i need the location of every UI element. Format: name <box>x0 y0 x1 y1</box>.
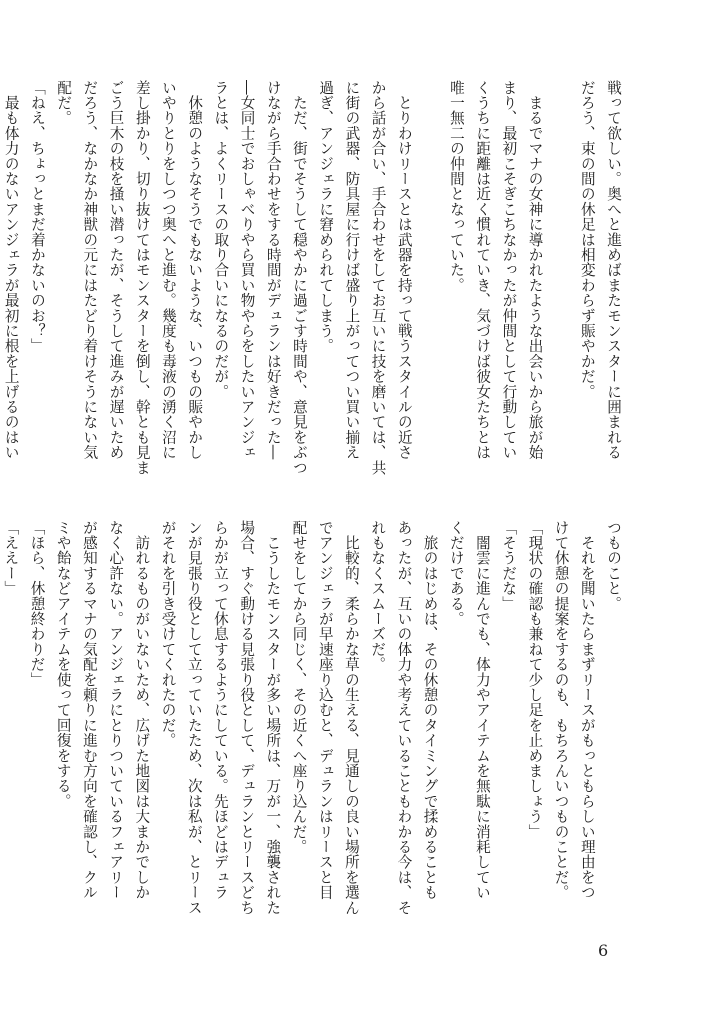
text-line: 「ねえ、ちょっとまだ着かないのお？」 <box>28 80 46 354</box>
text-line: 過ぎ、アンジェラに窘められてしまう。 <box>317 80 335 354</box>
text-block-top <box>2 80 626 480</box>
text-line: こうしたモンスターが多い場所は、万が一、強襲された <box>264 520 282 916</box>
text-line: 配せをしてから同じく、その近くへ座り込んだ。 <box>290 520 308 855</box>
text-line: なく心許ない。アンジェラにとりついているフェアリー <box>107 520 125 900</box>
text-line: 唯一無二の仲間となっていた。 <box>447 80 465 293</box>
text-line: けながら手合わせをする時間がデュランは好きだった― <box>264 80 282 460</box>
text-line: ラとは、よくリースの取り合いになるのだが。 <box>212 80 230 400</box>
text-line: 場合、すぐ動ける見張り役として、デュランとリースどち <box>238 520 256 916</box>
paragraph-gap <box>548 80 574 480</box>
text-block-bottom <box>2 520 626 920</box>
text-line: まるでマナの女神に導かれたような出会いから旅が始 <box>526 80 544 460</box>
text-line: まり、最初こそぎこちなかったが仲間として行動してい <box>500 80 518 460</box>
text-line: だろう、なかなか神獣の元にはたどり着けそうにない気 <box>81 80 99 460</box>
text-line: いやりとりをしつつ奥へと進む。幾度も毒液の湧く沼に <box>159 80 177 460</box>
text-line: あったが、互いの体力や考えていることもわかる今は、そ <box>395 520 413 916</box>
text-line: つものこと。 <box>605 520 622 612</box>
text-line: れもなくスムーズだ。 <box>369 520 387 672</box>
text-line: 「現状の確認も兼ねて少し足を止めましょう」 <box>526 520 544 840</box>
text-line: 配だ。 <box>55 80 73 126</box>
text-line: けて休憩の提案をするのも、もちろんいつものことだ。 <box>552 520 570 900</box>
text-line: 差し掛かり、切り抜けてはモンスターを倒し、幹とも見ま <box>133 80 151 476</box>
text-line: それを聞いたらまずリースがもっともらしい理由をつ <box>578 520 596 900</box>
text-line: でアンジェラが早速座り込むと、デュランはリースと目 <box>316 520 334 900</box>
text-line: ―女同士でおしゃべりやら買い物やらをしたいアンジェ <box>238 80 256 460</box>
text-line: とりわけリースとは武器を持って戦うスタイルの近さ <box>395 80 413 460</box>
text-line: 比較的、柔らかな草の生える、見通しの良い場所を選ん <box>342 520 360 916</box>
paragraph-gap <box>417 80 443 480</box>
text-line: 旅のはじめは、その休憩のタイミングで揉めることも <box>421 520 439 900</box>
text-line: らかが立って休息するようにしている。先ほどはデュラ <box>211 520 229 900</box>
text-line: に街の武器、防具屋に行けば盛り上がってつい買い揃え <box>343 80 361 460</box>
text-line: ごう巨木の枝を掻い潜ったが、そうして進みが遅いため <box>107 80 125 460</box>
text-line: くだけである。 <box>447 520 465 627</box>
text-line: 休憩のようなそうでもないような、いつもの賑やかし <box>186 80 204 460</box>
text-line: 「ええー」 <box>2 520 20 596</box>
text-line: くうちに距離は近く慣れていき、気づけば彼女たちとは <box>474 80 492 460</box>
text-line: 最も体力のないアンジェラが最初に根を上げるのはい <box>2 80 20 460</box>
text-line: 戦って欲しい。奥へと進めばまたモンスターに囲まれる <box>605 80 622 460</box>
page-number: 6 <box>598 941 609 960</box>
text-line: がそれを引き受けてくれたのだ。 <box>159 520 177 748</box>
text-line: 「そうだな」 <box>500 520 518 612</box>
text-line: から話が合い、手合わせをしてお互いに技を磨いては、共 <box>369 80 387 476</box>
text-line: ミや飴などアイテムを使って回復をする。 <box>54 520 72 809</box>
text-line: だろう、束の間の休足は相変わらず賑やかだ。 <box>578 80 596 400</box>
text-line: が感知するマナの気配を頼りに進む方向を確認し、クル <box>80 520 98 900</box>
text-line: 訪れるものがいないため、広げた地図は大まかでしか <box>133 520 151 900</box>
text-line: ただ、街でそうして穏やかに過ごす時間や、意見をぶつ <box>290 80 308 476</box>
text-line: 「ほら、休憩終わりだ」 <box>28 520 46 688</box>
text-line: 闇雲に進んでも、体力やアイテムを無駄に消耗してい <box>473 520 491 900</box>
text-line: ンが見張り役として立っていたため、次は私が、とリース <box>185 520 203 916</box>
